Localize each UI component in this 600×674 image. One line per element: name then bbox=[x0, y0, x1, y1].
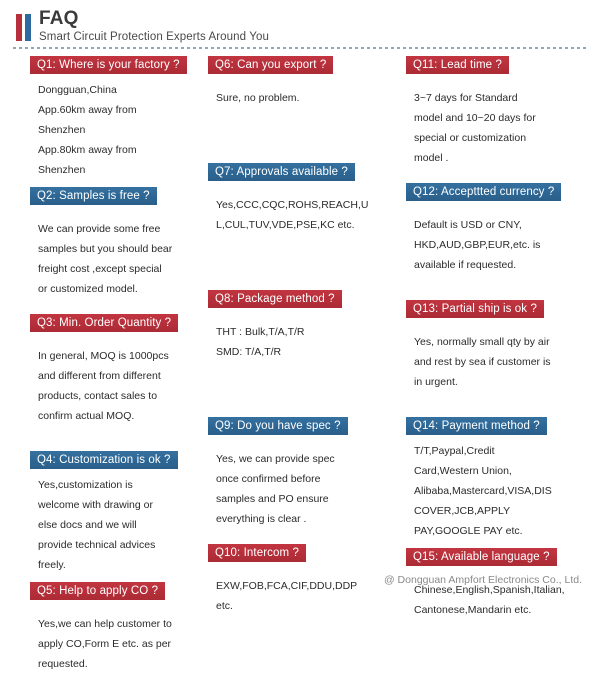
answer-line: confirm actual MOQ. bbox=[38, 410, 135, 422]
answer-line: products, contact sales to bbox=[38, 390, 158, 402]
question-header-q3[interactable]: Q3: Min. Order Quantity ? bbox=[30, 314, 178, 332]
answer-line: HKD,AUD,GBP,EUR,etc. is bbox=[414, 239, 541, 251]
question-header-q14[interactable]: Q14: Payment method ? bbox=[406, 417, 547, 435]
question-header-q1[interactable]: Q1: Where is your factory ? bbox=[30, 56, 187, 74]
answer-line: apply CO,Form E etc. as per bbox=[38, 638, 172, 650]
question-header-q9[interactable]: Q9: Do you have spec ? bbox=[208, 417, 348, 435]
question-header-q12[interactable]: Q12: Accepttted currency ? bbox=[406, 183, 561, 201]
answer-line: available if requested. bbox=[414, 259, 517, 271]
question-header-q2[interactable]: Q2: Samples is free ? bbox=[30, 187, 157, 205]
spacer bbox=[406, 318, 600, 332]
faq-item-q13 bbox=[406, 299, 600, 392]
faq-column-1 bbox=[0, 55, 200, 674]
spacer bbox=[208, 308, 385, 322]
answer-body-q14 bbox=[406, 441, 600, 541]
answer-line: model . bbox=[414, 152, 449, 164]
answer-line: everything is clear . bbox=[216, 513, 307, 525]
answer-line: Yes, we can provide spec bbox=[216, 453, 335, 465]
answer-line: Dongguan,China bbox=[38, 84, 117, 96]
answer-line: samples and PO ensure bbox=[216, 493, 329, 505]
answer-body-q12 bbox=[406, 215, 600, 275]
spacer bbox=[208, 235, 385, 275]
faq-item-q2 bbox=[30, 186, 200, 299]
question-header-q4[interactable]: Q4: Customization is ok ? bbox=[30, 451, 178, 469]
question-header-q10[interactable]: Q10: Intercom ? bbox=[208, 544, 306, 562]
page-header bbox=[0, 0, 600, 48]
answer-line: provide technical advices bbox=[38, 539, 156, 551]
answer-line: Shenzhen bbox=[38, 124, 86, 136]
answer-line: 3~7 days for Standard bbox=[414, 92, 518, 104]
question-header-q6[interactable]: Q6: Can you export ? bbox=[208, 56, 333, 74]
spacer bbox=[208, 275, 385, 289]
spacer bbox=[208, 108, 385, 148]
answer-line: Yes,we can help customer to bbox=[38, 618, 172, 630]
question-header-q13[interactable]: Q13: Partial ship is ok ? bbox=[406, 300, 544, 318]
answer-line: special or customization bbox=[414, 132, 527, 144]
answer-line: Shenzhen bbox=[38, 164, 86, 176]
faq-item-q1 bbox=[30, 55, 200, 180]
answer-body-q9 bbox=[208, 449, 385, 529]
answer-line: T/T,Paypal,Credit bbox=[414, 445, 495, 457]
logo-bar-blue-icon bbox=[25, 14, 31, 41]
answer-line: freight cost ,except special bbox=[38, 263, 162, 275]
title-block bbox=[39, 9, 269, 45]
logo-bar-red-icon bbox=[16, 14, 22, 41]
answer-body-q1 bbox=[30, 80, 200, 180]
answer-line: App.80km away from bbox=[38, 144, 137, 156]
answer-line: COVER,JCB,APPLY bbox=[414, 505, 511, 517]
answer-body-q11 bbox=[406, 88, 600, 168]
spacer bbox=[208, 562, 385, 576]
spacer bbox=[406, 201, 600, 215]
answer-line: else docs and we will bbox=[38, 519, 137, 531]
answer-body-q4 bbox=[30, 475, 200, 575]
faq-item-q5 bbox=[30, 581, 200, 674]
answer-body-q8 bbox=[208, 322, 385, 362]
answer-line: In general, MOQ is 1000pcs bbox=[38, 350, 169, 362]
answer-line: Default is USD or CNY, bbox=[414, 219, 522, 231]
spacer bbox=[208, 181, 385, 195]
faq-item-q14 bbox=[406, 416, 600, 541]
page-subtitle: Smart Circuit Protection Experts Around You bbox=[39, 31, 269, 43]
question-header-q15[interactable]: Q15: Available language ? bbox=[406, 548, 557, 566]
faq-column-2 bbox=[200, 55, 385, 674]
answer-line: Sure, no problem. bbox=[216, 92, 300, 104]
faq-item-q4 bbox=[30, 450, 200, 575]
answer-body-q6 bbox=[208, 88, 385, 108]
question-header-q11[interactable]: Q11: Lead time ? bbox=[406, 56, 509, 74]
answer-line: Yes,CCC,CQC,ROHS,REACH,U bbox=[216, 199, 369, 211]
header-divider bbox=[13, 47, 587, 49]
answer-line: welcome with drawing or bbox=[38, 499, 153, 511]
faq-item-q10 bbox=[208, 543, 385, 616]
answer-line: and different from different bbox=[38, 370, 161, 382]
faq-item-q9 bbox=[208, 416, 385, 529]
answer-body-q15 bbox=[406, 580, 600, 620]
answer-line: or customized model. bbox=[38, 283, 138, 295]
answer-body-q2 bbox=[30, 219, 200, 299]
answer-line: requested. bbox=[38, 658, 88, 670]
answer-line: once confirmed before bbox=[216, 473, 321, 485]
faq-item-q6 bbox=[208, 55, 385, 108]
faq-item-q7 bbox=[208, 162, 385, 235]
answer-body-q7 bbox=[208, 195, 385, 235]
logo-bars bbox=[16, 14, 31, 41]
spacer bbox=[208, 362, 385, 402]
answer-line: Alibaba,Mastercard,VISA,DIS bbox=[414, 485, 552, 497]
answer-line: Yes, normally small qty by air bbox=[414, 336, 550, 348]
page-title: FAQ bbox=[39, 8, 79, 29]
spacer bbox=[30, 299, 200, 313]
spacer bbox=[30, 332, 200, 346]
answer-line: L,CUL,TUV,VDE,PSE,KC etc. bbox=[216, 219, 355, 231]
spacer bbox=[208, 435, 385, 449]
footer-copyright: @ Dongguan Ampfort Electronics Co., Ltd. bbox=[383, 574, 582, 586]
spacer bbox=[208, 74, 385, 88]
answer-line: and rest by sea if customer is bbox=[414, 356, 551, 368]
answer-line: freely. bbox=[38, 559, 66, 571]
answer-line: model and 10~20 days for bbox=[414, 112, 536, 124]
answer-line: Yes,customization is bbox=[38, 479, 133, 491]
spacer bbox=[406, 392, 600, 416]
question-header-q5[interactable]: Q5: Help to apply CO ? bbox=[30, 582, 165, 600]
answer-line: Cantonese,Mandarin etc. bbox=[414, 604, 532, 616]
answer-body-q5 bbox=[30, 614, 200, 674]
question-header-q7[interactable]: Q7: Approvals available ? bbox=[208, 163, 355, 181]
answer-line: Card,Western Union, bbox=[414, 465, 512, 477]
answer-line: in urgent. bbox=[414, 376, 458, 388]
answer-body-q3 bbox=[30, 346, 200, 426]
answer-line: We can provide some free bbox=[38, 223, 161, 235]
answer-line: Chinese,English,Spanish,Italian, bbox=[414, 584, 565, 596]
faq-item-q8 bbox=[208, 289, 385, 362]
faq-item-q3 bbox=[30, 313, 200, 426]
answer-body-q13 bbox=[406, 332, 600, 392]
spacer bbox=[208, 148, 385, 162]
spacer bbox=[406, 275, 600, 299]
spacer bbox=[208, 529, 385, 543]
answer-line: EXW,FOB,FCA,CIF,DDU,DDP bbox=[216, 580, 358, 592]
faq-item-q11 bbox=[406, 55, 600, 168]
spacer bbox=[30, 205, 200, 219]
answer-line: THT : Bulk,T/A,T/R bbox=[216, 326, 305, 338]
question-header-q8[interactable]: Q8: Package method ? bbox=[208, 290, 342, 308]
spacer bbox=[30, 600, 200, 614]
answer-line: App.60km away from bbox=[38, 104, 137, 116]
answer-line: etc. bbox=[216, 600, 233, 612]
answer-line: SMD: T/A,T/R bbox=[216, 346, 282, 358]
spacer bbox=[208, 402, 385, 416]
answer-line: samples but you should bear bbox=[38, 243, 173, 255]
spacer bbox=[30, 426, 200, 450]
answer-line: PAY,GOOGLE PAY etc. bbox=[414, 525, 523, 537]
spacer bbox=[406, 168, 600, 182]
spacer bbox=[406, 74, 600, 88]
answer-body-q10 bbox=[208, 576, 385, 616]
faq-item-q12 bbox=[406, 182, 600, 275]
